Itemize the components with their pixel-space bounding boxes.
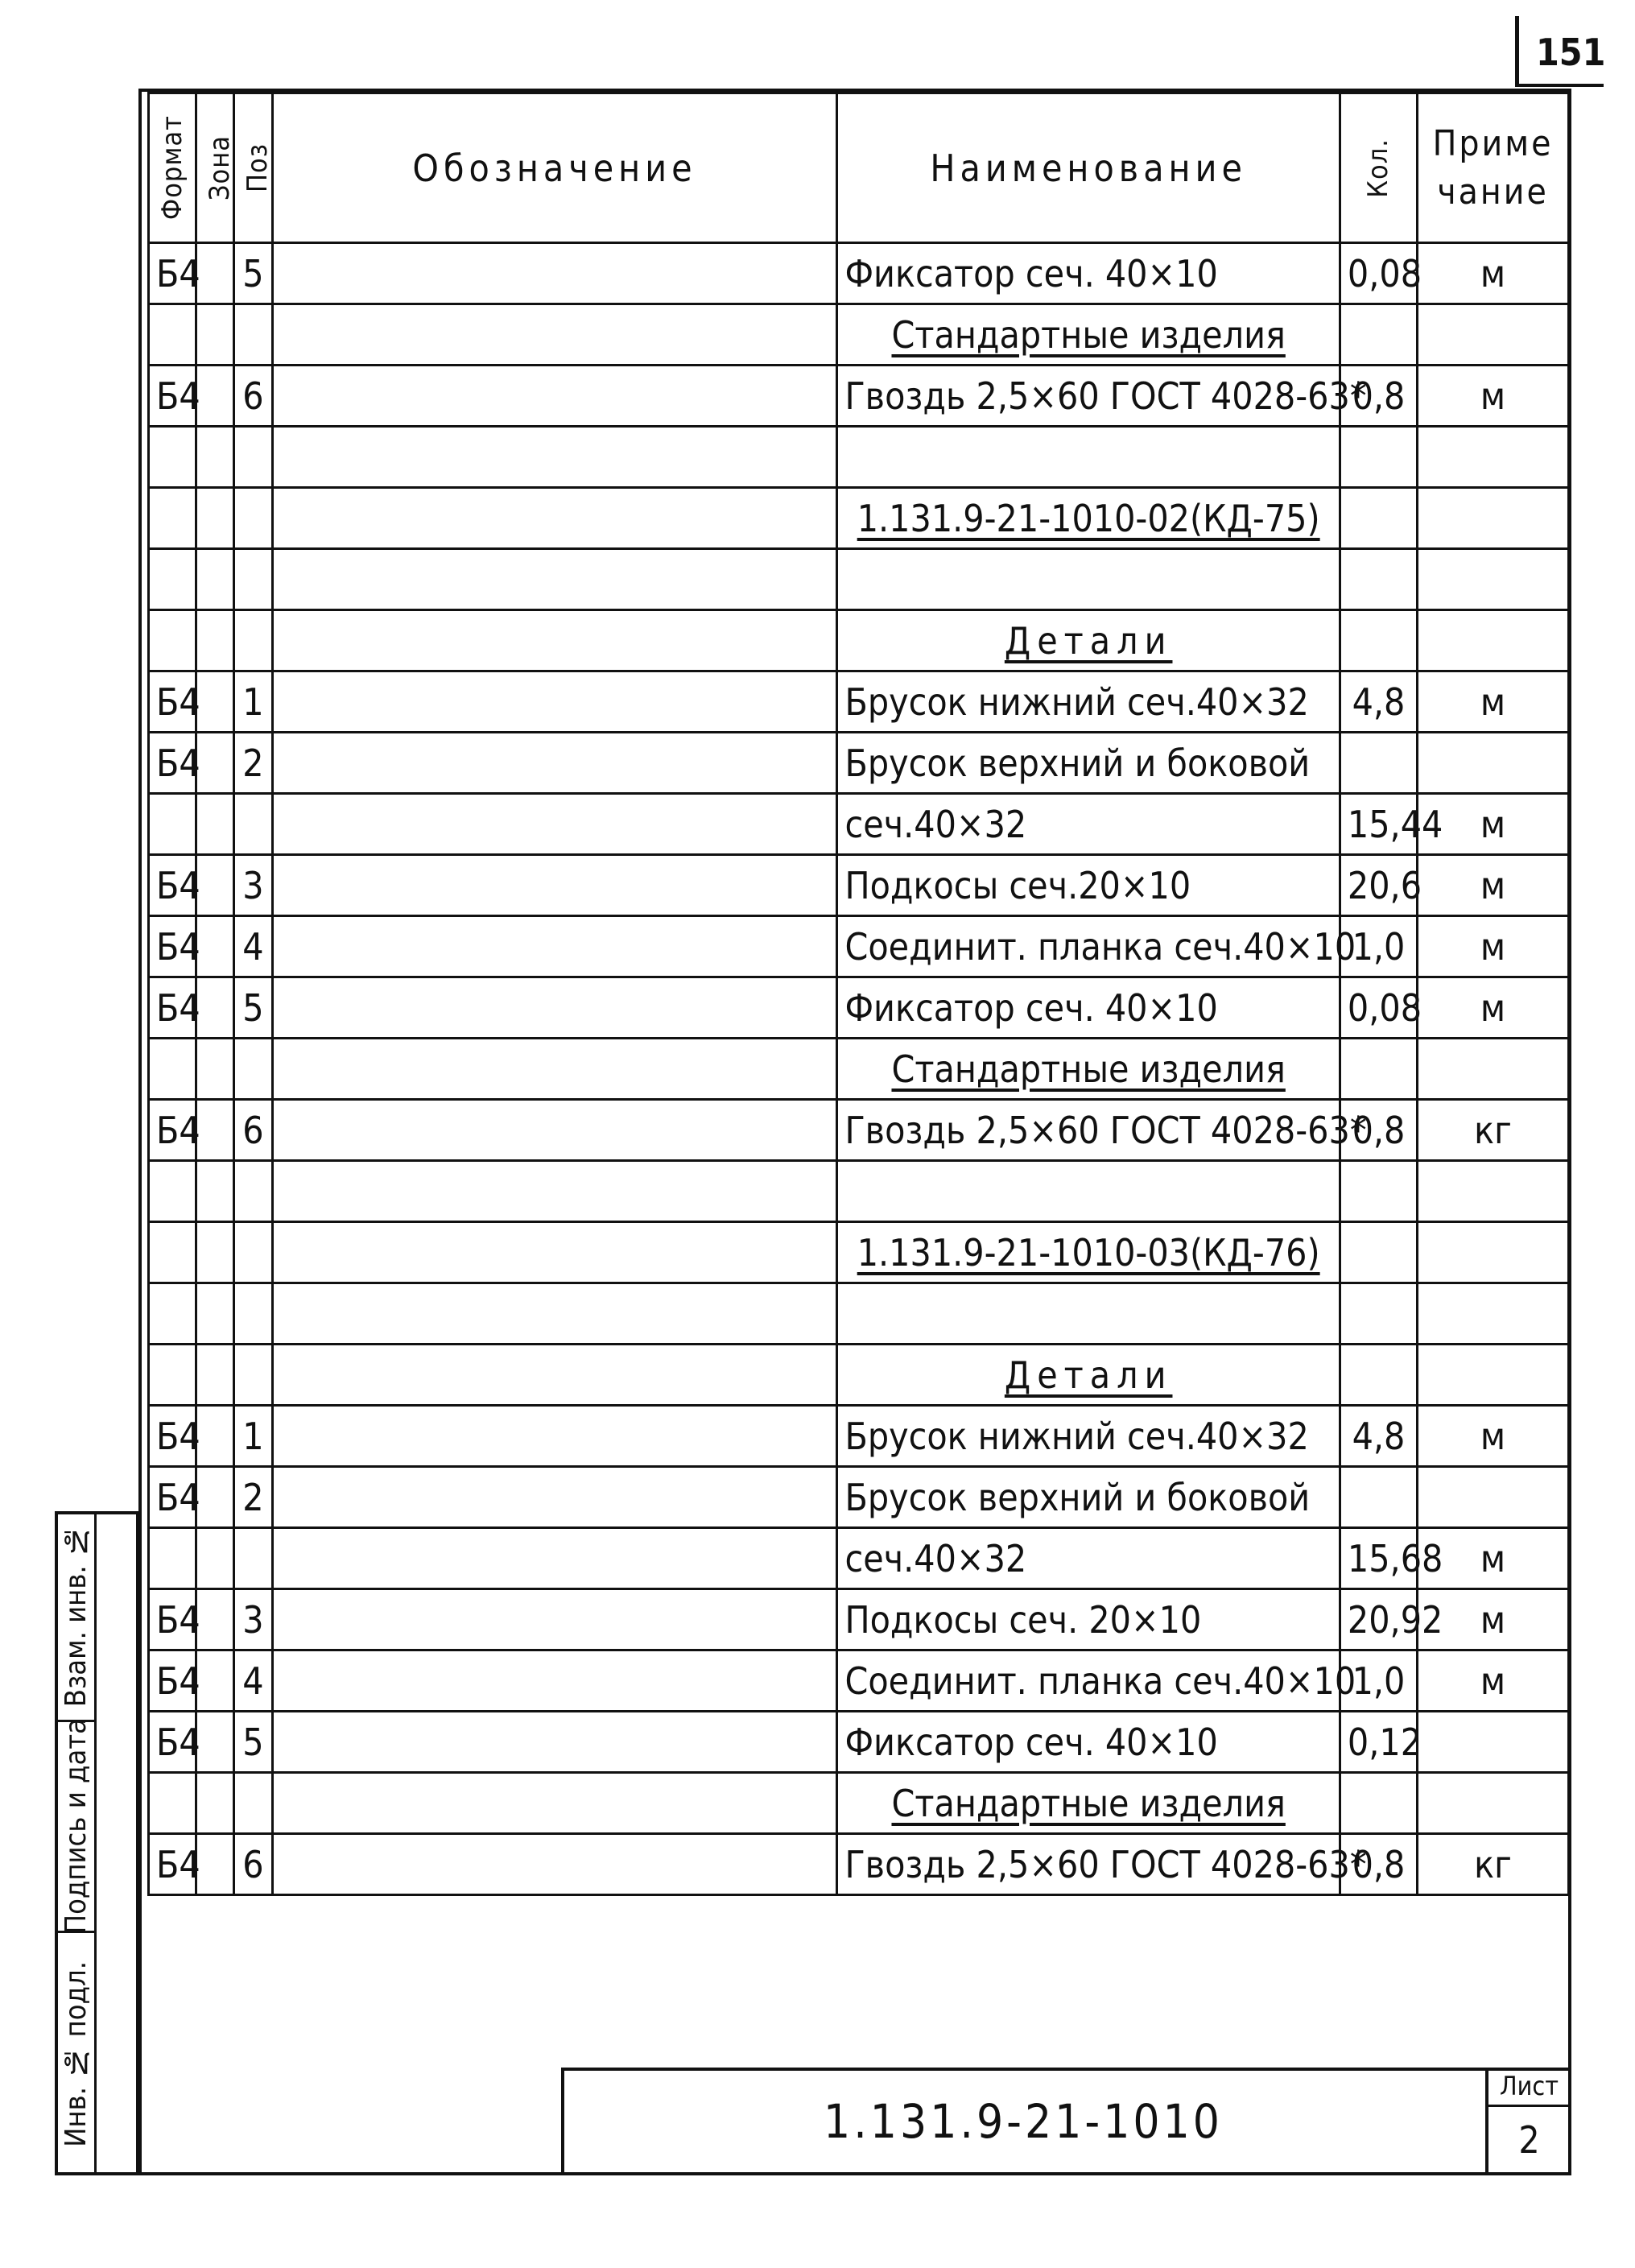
margin-podpis-label: Подпись и дата bbox=[59, 1718, 93, 1935]
cell-designation bbox=[272, 1773, 837, 1834]
cell-name: Соединит. планка сеч.40×10 bbox=[837, 1650, 1340, 1712]
cell-quantity bbox=[1340, 610, 1417, 671]
cell-designation bbox=[272, 366, 837, 427]
cell-name: Стандартные изделия bbox=[837, 1773, 1340, 1834]
cell-name: Брусок нижний сеч.40×32 bbox=[837, 671, 1340, 733]
cell-quantity: 15,44 bbox=[1340, 794, 1417, 855]
cell-position bbox=[234, 549, 273, 610]
cell-designation bbox=[272, 1161, 837, 1222]
cell-format bbox=[149, 1283, 196, 1345]
cell-designation bbox=[272, 549, 837, 610]
cell-zone bbox=[196, 1039, 234, 1100]
table-header-row bbox=[149, 93, 1569, 243]
table-row bbox=[149, 427, 1569, 488]
cell-quantity: 1,0 bbox=[1340, 1650, 1417, 1712]
cell-quantity bbox=[1340, 1161, 1417, 1222]
cell-zone bbox=[196, 1773, 234, 1834]
cell-note: м bbox=[1418, 1528, 1569, 1589]
cell-name: Гвоздь 2,5×60 ГОСТ 4028-63* bbox=[837, 366, 1340, 427]
cell-quantity: 15,68 bbox=[1340, 1528, 1417, 1589]
cell-note bbox=[1418, 304, 1569, 366]
cell-position: 1 bbox=[234, 1406, 273, 1467]
cell-note: м bbox=[1418, 1589, 1569, 1650]
cell-zone bbox=[196, 1222, 234, 1283]
cell-zone bbox=[196, 1528, 234, 1589]
cell-zone bbox=[196, 855, 234, 916]
cell-note bbox=[1418, 733, 1569, 794]
cell-name: Фиксатор сеч. 40×10 bbox=[837, 1712, 1340, 1773]
cell-position bbox=[234, 610, 273, 671]
cell-designation bbox=[272, 1345, 837, 1406]
table-row bbox=[149, 1161, 1569, 1222]
cell-position: 5 bbox=[234, 243, 273, 304]
cell-position bbox=[234, 1283, 273, 1345]
cell-name: Брусок нижний сеч.40×32 bbox=[837, 1406, 1340, 1467]
cell-quantity bbox=[1340, 1283, 1417, 1345]
cell-quantity: 1,0 bbox=[1340, 916, 1417, 977]
cell-quantity: 0,8 bbox=[1340, 1100, 1417, 1161]
cell-designation bbox=[272, 1712, 837, 1773]
cell-position bbox=[234, 1345, 273, 1406]
header-zone: Зона bbox=[196, 93, 234, 243]
cell-name: Брусок верхний и боковой bbox=[837, 1467, 1340, 1528]
cell-format bbox=[149, 1345, 196, 1406]
cell-name: Гвоздь 2,5×60 ГОСТ 4028-63* bbox=[837, 1100, 1340, 1161]
cell-quantity: 0,12 bbox=[1340, 1712, 1417, 1773]
cell-format bbox=[149, 488, 196, 549]
header-format: Формат bbox=[149, 93, 196, 243]
header-designation: Обозначение bbox=[272, 93, 837, 243]
cell-position: 5 bbox=[234, 1712, 273, 1773]
margin-vzam-cell bbox=[55, 1511, 97, 1722]
table-row bbox=[149, 1039, 1569, 1100]
cell-position: 3 bbox=[234, 855, 273, 916]
table-row bbox=[149, 304, 1569, 366]
margin-podpis-cell bbox=[55, 1718, 97, 1935]
cell-format bbox=[149, 1773, 196, 1834]
table-row bbox=[149, 549, 1569, 610]
cell-designation bbox=[272, 1528, 837, 1589]
cell-format: Б4 bbox=[149, 733, 196, 794]
cell-name: Детали bbox=[837, 610, 1340, 671]
cell-position: 1 bbox=[234, 671, 273, 733]
cell-format: Б4 bbox=[149, 977, 196, 1039]
cell-quantity bbox=[1340, 1345, 1417, 1406]
cell-quantity: 4,8 bbox=[1340, 1406, 1417, 1467]
cell-note bbox=[1418, 1039, 1569, 1100]
table-row bbox=[149, 733, 1569, 794]
cell-format bbox=[149, 1039, 196, 1100]
cell-designation bbox=[272, 977, 837, 1039]
cell-position bbox=[234, 1039, 273, 1100]
cell-designation bbox=[272, 1039, 837, 1100]
cell-quantity bbox=[1340, 1222, 1417, 1283]
page-number-divider bbox=[1515, 16, 1519, 84]
cell-position: 6 bbox=[234, 1100, 273, 1161]
cell-name: Подкосы сеч. 20×10 bbox=[837, 1589, 1340, 1650]
cell-zone bbox=[196, 916, 234, 977]
cell-position bbox=[234, 488, 273, 549]
cell-note bbox=[1418, 1345, 1569, 1406]
cell-format bbox=[149, 304, 196, 366]
cell-quantity bbox=[1340, 427, 1417, 488]
cell-format bbox=[149, 1161, 196, 1222]
cell-quantity bbox=[1340, 549, 1417, 610]
cell-note bbox=[1418, 1222, 1569, 1283]
cell-zone bbox=[196, 366, 234, 427]
header-name: Наименование bbox=[837, 93, 1340, 243]
cell-quantity bbox=[1340, 488, 1417, 549]
cell-note bbox=[1418, 1283, 1569, 1345]
cell-designation bbox=[272, 1467, 837, 1528]
cell-format: Б4 bbox=[149, 855, 196, 916]
cell-format bbox=[149, 427, 196, 488]
table-row bbox=[149, 1589, 1569, 1650]
cell-quantity bbox=[1340, 733, 1417, 794]
cell-quantity: 20,92 bbox=[1340, 1589, 1417, 1650]
header-quantity: Кол. bbox=[1340, 93, 1417, 243]
cell-quantity: 0,8 bbox=[1340, 366, 1417, 427]
cell-note: м bbox=[1418, 977, 1569, 1039]
cell-designation bbox=[272, 1589, 837, 1650]
cell-format: Б4 bbox=[149, 1467, 196, 1528]
table-row bbox=[149, 610, 1569, 671]
cell-position: 6 bbox=[234, 1834, 273, 1895]
table-row bbox=[149, 1467, 1569, 1528]
sheet-number-box bbox=[1485, 2068, 1570, 2175]
cell-position bbox=[234, 1528, 273, 1589]
cell-position: 2 bbox=[234, 733, 273, 794]
cell-quantity: 0,08 bbox=[1340, 977, 1417, 1039]
cell-format bbox=[149, 610, 196, 671]
cell-note bbox=[1418, 549, 1569, 610]
cell-note: м bbox=[1418, 671, 1569, 733]
cell-designation bbox=[272, 1283, 837, 1345]
cell-format bbox=[149, 1528, 196, 1589]
cell-designation bbox=[272, 243, 837, 304]
table-row bbox=[149, 366, 1569, 427]
table-row bbox=[149, 855, 1569, 916]
cell-zone bbox=[196, 1345, 234, 1406]
cell-designation bbox=[272, 1100, 837, 1161]
cell-format bbox=[149, 549, 196, 610]
cell-zone bbox=[196, 671, 234, 733]
cell-designation bbox=[272, 1222, 837, 1283]
cell-position: 3 bbox=[234, 1589, 273, 1650]
cell-quantity bbox=[1340, 1773, 1417, 1834]
cell-designation bbox=[272, 427, 837, 488]
cell-name: Детали bbox=[837, 1345, 1340, 1406]
cell-name: Фиксатор сеч. 40×10 bbox=[837, 977, 1340, 1039]
table-row bbox=[149, 1712, 1569, 1773]
specification-table bbox=[147, 92, 1570, 1896]
cell-zone bbox=[196, 427, 234, 488]
cell-name: Подкосы сеч.20×10 bbox=[837, 855, 1340, 916]
cell-designation bbox=[272, 733, 837, 794]
cell-format: Б4 bbox=[149, 1589, 196, 1650]
cell-format: Б4 bbox=[149, 1712, 196, 1773]
sheet-label: Лист bbox=[1488, 2068, 1570, 2107]
cell-note bbox=[1418, 1773, 1569, 1834]
cell-name: Брусок верхний и боковой bbox=[837, 733, 1340, 794]
table-row bbox=[149, 1834, 1569, 1895]
cell-zone bbox=[196, 1650, 234, 1712]
cell-format bbox=[149, 1222, 196, 1283]
cell-designation bbox=[272, 794, 837, 855]
cell-note bbox=[1418, 1161, 1569, 1222]
cell-zone bbox=[196, 1406, 234, 1467]
cell-zone bbox=[196, 610, 234, 671]
cell-name bbox=[837, 1283, 1340, 1345]
page-number: 151 bbox=[1536, 31, 1606, 74]
table-row bbox=[149, 671, 1569, 733]
cell-format: Б4 bbox=[149, 671, 196, 733]
table-row bbox=[149, 1650, 1569, 1712]
cell-zone bbox=[196, 488, 234, 549]
table-row bbox=[149, 243, 1569, 304]
header-position: Поз bbox=[234, 93, 273, 243]
cell-position: 4 bbox=[234, 1650, 273, 1712]
sheet-number: 2 bbox=[1518, 2118, 1540, 2162]
cell-zone bbox=[196, 1467, 234, 1528]
cell-name: Фиксатор сеч. 40×10 bbox=[837, 243, 1340, 304]
cell-position bbox=[234, 1773, 273, 1834]
cell-quantity: 20,6 bbox=[1340, 855, 1417, 916]
cell-position: 5 bbox=[234, 977, 273, 1039]
table-row bbox=[149, 1283, 1569, 1345]
cell-position: 4 bbox=[234, 916, 273, 977]
cell-name: 1.131.9-21-1010-02(КД-75) bbox=[837, 488, 1340, 549]
cell-note: м bbox=[1418, 366, 1569, 427]
cell-name: сеч.40×32 bbox=[837, 794, 1340, 855]
cell-designation bbox=[272, 610, 837, 671]
cell-quantity bbox=[1340, 1467, 1417, 1528]
cell-zone bbox=[196, 1283, 234, 1345]
cell-note: кг bbox=[1418, 1834, 1569, 1895]
cell-note bbox=[1418, 1467, 1569, 1528]
cell-position: 6 bbox=[234, 366, 273, 427]
cell-format: Б4 bbox=[149, 1100, 196, 1161]
cell-note: м bbox=[1418, 1650, 1569, 1712]
table-row bbox=[149, 1773, 1569, 1834]
table-row bbox=[149, 1100, 1569, 1161]
cell-note bbox=[1418, 610, 1569, 671]
cell-designation bbox=[272, 916, 837, 977]
cell-zone bbox=[196, 977, 234, 1039]
cell-zone bbox=[196, 733, 234, 794]
cell-format: Б4 bbox=[149, 243, 196, 304]
cell-zone bbox=[196, 304, 234, 366]
cell-quantity: 0,8 bbox=[1340, 1834, 1417, 1895]
cell-note: м bbox=[1418, 243, 1569, 304]
cell-format: Б4 bbox=[149, 1650, 196, 1712]
cell-designation bbox=[272, 855, 837, 916]
cell-designation bbox=[272, 488, 837, 549]
cell-note bbox=[1418, 488, 1569, 549]
table-row bbox=[149, 1222, 1569, 1283]
margin-inv-label: Инв. № подл. bbox=[59, 1961, 93, 2147]
cell-name: Гвоздь 2,5×60 ГОСТ 4028-63* bbox=[837, 1834, 1340, 1895]
cell-name bbox=[837, 1161, 1340, 1222]
cell-zone bbox=[196, 1834, 234, 1895]
table-row bbox=[149, 977, 1569, 1039]
cell-note: кг bbox=[1418, 1100, 1569, 1161]
cell-quantity bbox=[1340, 304, 1417, 366]
cell-zone bbox=[196, 1712, 234, 1773]
cell-format bbox=[149, 794, 196, 855]
margin-vzam-label: Взам. инв. № bbox=[59, 1523, 93, 1708]
cell-quantity: 4,8 bbox=[1340, 671, 1417, 733]
cell-position bbox=[234, 1222, 273, 1283]
cell-zone bbox=[196, 794, 234, 855]
cell-zone bbox=[196, 1100, 234, 1161]
cell-note bbox=[1418, 427, 1569, 488]
cell-note: м bbox=[1418, 794, 1569, 855]
cell-designation bbox=[272, 304, 837, 366]
page-number-underline bbox=[1515, 84, 1604, 87]
cell-position bbox=[234, 304, 273, 366]
cell-zone bbox=[196, 1589, 234, 1650]
cell-designation bbox=[272, 1650, 837, 1712]
cell-note bbox=[1418, 1712, 1569, 1773]
table-row bbox=[149, 1345, 1569, 1406]
table-row bbox=[149, 794, 1569, 855]
table-row bbox=[149, 916, 1569, 977]
cell-zone bbox=[196, 549, 234, 610]
cell-name: 1.131.9-21-1010-03(КД-76) bbox=[837, 1222, 1340, 1283]
cell-position: 2 bbox=[234, 1467, 273, 1528]
table-row bbox=[149, 1406, 1569, 1467]
cell-designation bbox=[272, 1834, 837, 1895]
cell-zone bbox=[196, 243, 234, 304]
margin-inv-cell bbox=[55, 1933, 97, 2175]
cell-name: Стандартные изделия bbox=[837, 304, 1340, 366]
document-code: 1.131.9-21-1010 bbox=[824, 2094, 1223, 2149]
cell-name: сеч.40×32 bbox=[837, 1528, 1340, 1589]
cell-format: Б4 bbox=[149, 916, 196, 977]
cell-quantity bbox=[1340, 1039, 1417, 1100]
cell-position bbox=[234, 427, 273, 488]
cell-designation bbox=[272, 671, 837, 733]
cell-note: м bbox=[1418, 855, 1569, 916]
cell-note: м bbox=[1418, 916, 1569, 977]
cell-position bbox=[234, 794, 273, 855]
cell-format: Б4 bbox=[149, 366, 196, 427]
table-row bbox=[149, 488, 1569, 549]
cell-format: Б4 bbox=[149, 1406, 196, 1467]
cell-name: Соединит. планка сеч.40×10 bbox=[837, 916, 1340, 977]
cell-zone bbox=[196, 1161, 234, 1222]
cell-position bbox=[234, 1161, 273, 1222]
cell-note: м bbox=[1418, 1406, 1569, 1467]
cell-name bbox=[837, 427, 1340, 488]
cell-name: Стандартные изделия bbox=[837, 1039, 1340, 1100]
table-row bbox=[149, 1528, 1569, 1589]
cell-designation bbox=[272, 1406, 837, 1467]
table-body bbox=[149, 243, 1569, 1895]
cell-format: Б4 bbox=[149, 1834, 196, 1895]
header-note: Приме чание bbox=[1418, 93, 1569, 243]
cell-name bbox=[837, 549, 1340, 610]
cell-quantity: 0,08 bbox=[1340, 243, 1417, 304]
